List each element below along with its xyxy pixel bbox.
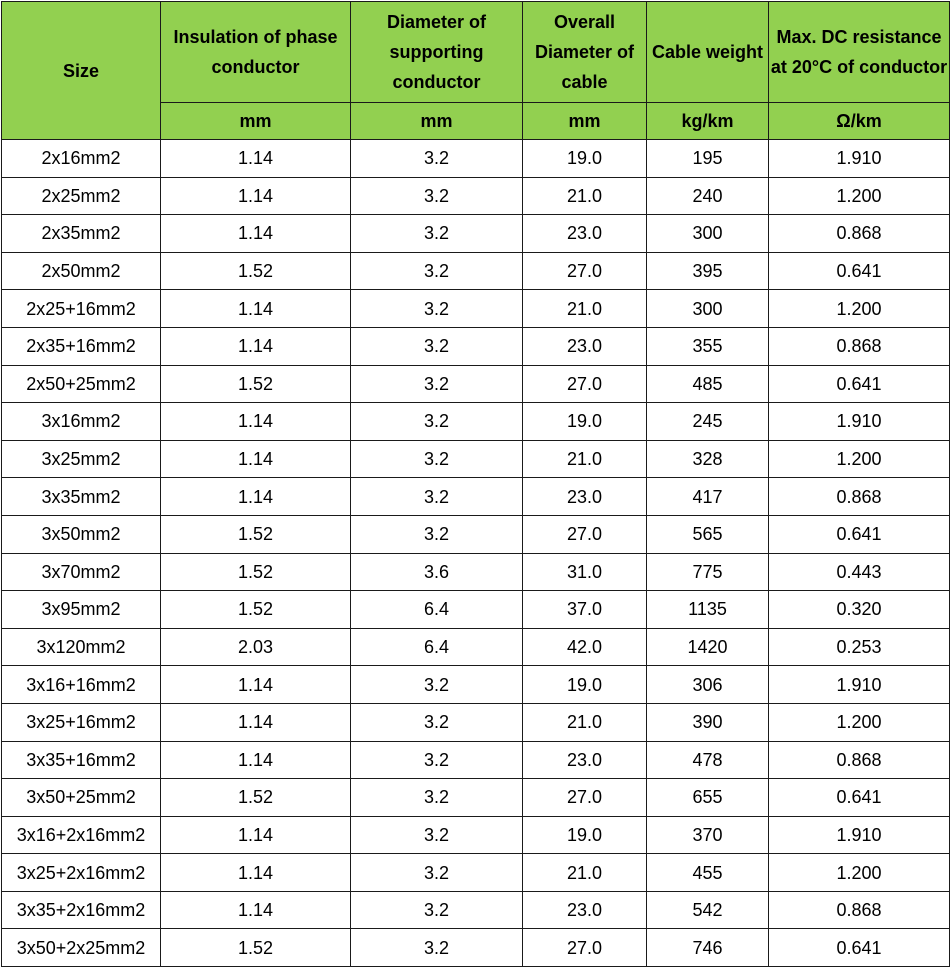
- cell-supporting-diameter: 3.2: [351, 215, 523, 253]
- table-header: [2, 2, 950, 140]
- cell-size: 2x50mm2: [2, 252, 161, 290]
- cell-size: 3x120mm2: [2, 628, 161, 666]
- cell-size: 3x25+2x16mm2: [2, 854, 161, 892]
- cell-size: 3x50+2x25mm2: [2, 929, 161, 967]
- cell-dc-resistance: 0.641: [769, 929, 950, 967]
- table-row: [2, 365, 950, 403]
- cell-cable-weight: 240: [647, 177, 769, 215]
- unit-overall-diameter: mm: [523, 103, 647, 140]
- cell-cable-weight: 300: [647, 215, 769, 253]
- cell-insulation: 1.52: [161, 252, 351, 290]
- cell-supporting-diameter: 3.2: [351, 140, 523, 178]
- cell-size: 3x25mm2: [2, 440, 161, 478]
- cell-supporting-diameter: 3.2: [351, 478, 523, 516]
- cell-overall-diameter: 31.0: [523, 553, 647, 591]
- unit-supporting-diameter: mm: [351, 103, 523, 140]
- cell-dc-resistance: 0.320: [769, 591, 950, 629]
- header-insulation: Insulation of phase conductor: [161, 2, 351, 103]
- cell-supporting-diameter: 3.2: [351, 290, 523, 328]
- cell-dc-resistance: 0.868: [769, 478, 950, 516]
- table-row: [2, 403, 950, 441]
- cell-cable-weight: 1420: [647, 628, 769, 666]
- cell-insulation: 2.03: [161, 628, 351, 666]
- cell-overall-diameter: 27.0: [523, 365, 647, 403]
- header-size: Size: [2, 2, 161, 140]
- cell-supporting-diameter: 3.2: [351, 177, 523, 215]
- cell-insulation: 1.14: [161, 478, 351, 516]
- table-body: [2, 140, 950, 967]
- cell-size: 2x35+16mm2: [2, 327, 161, 365]
- cell-overall-diameter: 23.0: [523, 891, 647, 929]
- cell-cable-weight: 195: [647, 140, 769, 178]
- cell-insulation: 1.52: [161, 779, 351, 817]
- cell-cable-weight: 1135: [647, 591, 769, 629]
- table-row: [2, 140, 950, 178]
- cell-dc-resistance: 1.910: [769, 140, 950, 178]
- cell-cable-weight: 775: [647, 553, 769, 591]
- cell-cable-weight: 746: [647, 929, 769, 967]
- cell-overall-diameter: 19.0: [523, 140, 647, 178]
- cell-size: 3x35+2x16mm2: [2, 891, 161, 929]
- cell-size: 3x35+16mm2: [2, 741, 161, 779]
- table-row: [2, 478, 950, 516]
- cell-insulation: 1.14: [161, 140, 351, 178]
- cell-overall-diameter: 23.0: [523, 327, 647, 365]
- cell-supporting-diameter: 3.2: [351, 403, 523, 441]
- cell-dc-resistance: 0.868: [769, 891, 950, 929]
- cell-insulation: 1.14: [161, 703, 351, 741]
- cell-insulation: 1.14: [161, 666, 351, 704]
- cell-insulation: 1.52: [161, 591, 351, 629]
- header-overall-diameter: Overall Diameter of cable: [523, 2, 647, 103]
- table-row: [2, 666, 950, 704]
- cell-insulation: 1.14: [161, 177, 351, 215]
- cell-cable-weight: 655: [647, 779, 769, 817]
- cell-insulation: 1.14: [161, 816, 351, 854]
- cell-size: 3x95mm2: [2, 591, 161, 629]
- cell-supporting-diameter: 3.2: [351, 666, 523, 704]
- cell-size: 3x16+16mm2: [2, 666, 161, 704]
- unit-insulation: mm: [161, 103, 351, 140]
- cell-overall-diameter: 23.0: [523, 741, 647, 779]
- header-cable-weight: Cable weight: [647, 2, 769, 103]
- cell-dc-resistance: 0.868: [769, 215, 950, 253]
- cell-overall-diameter: 27.0: [523, 515, 647, 553]
- cell-cable-weight: 542: [647, 891, 769, 929]
- cell-size: 2x50+25mm2: [2, 365, 161, 403]
- cell-dc-resistance: 1.200: [769, 177, 950, 215]
- table-row: [2, 290, 950, 328]
- cell-dc-resistance: 1.200: [769, 854, 950, 892]
- table-row: [2, 591, 950, 629]
- header-row: [2, 2, 950, 103]
- cell-insulation: 1.14: [161, 403, 351, 441]
- cell-insulation: 1.14: [161, 290, 351, 328]
- cell-supporting-diameter: 3.2: [351, 327, 523, 365]
- cell-cable-weight: 395: [647, 252, 769, 290]
- cell-overall-diameter: 19.0: [523, 816, 647, 854]
- table-row: [2, 327, 950, 365]
- table-row: [2, 816, 950, 854]
- cell-overall-diameter: 27.0: [523, 252, 647, 290]
- table-row: [2, 252, 950, 290]
- cell-supporting-diameter: 6.4: [351, 628, 523, 666]
- cable-spec-table: [1, 1, 950, 967]
- table-row: [2, 177, 950, 215]
- cell-size: 2x16mm2: [2, 140, 161, 178]
- unit-cable-weight: kg/km: [647, 103, 769, 140]
- table-row: [2, 553, 950, 591]
- cell-cable-weight: 478: [647, 741, 769, 779]
- cell-dc-resistance: 0.641: [769, 779, 950, 817]
- cell-size: 2x25+16mm2: [2, 290, 161, 328]
- cell-size: 2x25mm2: [2, 177, 161, 215]
- cell-supporting-diameter: 3.2: [351, 515, 523, 553]
- cell-overall-diameter: 37.0: [523, 591, 647, 629]
- cell-dc-resistance: 1.910: [769, 403, 950, 441]
- cell-insulation: 1.14: [161, 854, 351, 892]
- cell-supporting-diameter: 3.2: [351, 440, 523, 478]
- cell-supporting-diameter: 3.2: [351, 891, 523, 929]
- cell-supporting-diameter: 3.6: [351, 553, 523, 591]
- table-row: [2, 929, 950, 967]
- table-row: [2, 703, 950, 741]
- cell-cable-weight: 390: [647, 703, 769, 741]
- cell-cable-weight: 245: [647, 403, 769, 441]
- cell-supporting-diameter: 3.2: [351, 816, 523, 854]
- cell-overall-diameter: 21.0: [523, 703, 647, 741]
- cell-size: 3x50+25mm2: [2, 779, 161, 817]
- cell-supporting-diameter: 3.2: [351, 703, 523, 741]
- cell-dc-resistance: 0.868: [769, 741, 950, 779]
- cell-insulation: 1.14: [161, 741, 351, 779]
- table-row: [2, 628, 950, 666]
- cell-insulation: 1.14: [161, 440, 351, 478]
- cell-insulation: 1.14: [161, 215, 351, 253]
- cell-overall-diameter: 27.0: [523, 779, 647, 817]
- cell-cable-weight: 300: [647, 290, 769, 328]
- cell-size: 3x70mm2: [2, 553, 161, 591]
- cell-overall-diameter: 23.0: [523, 215, 647, 253]
- cell-overall-diameter: 21.0: [523, 290, 647, 328]
- cell-insulation: 1.52: [161, 553, 351, 591]
- cell-supporting-diameter: 3.2: [351, 741, 523, 779]
- cell-supporting-diameter: 3.2: [351, 929, 523, 967]
- unit-dc-resistance: Ω/km: [769, 103, 950, 140]
- cell-dc-resistance: 1.200: [769, 440, 950, 478]
- cell-supporting-diameter: 6.4: [351, 591, 523, 629]
- cell-size: 2x35mm2: [2, 215, 161, 253]
- cell-overall-diameter: 19.0: [523, 403, 647, 441]
- cell-insulation: 1.14: [161, 891, 351, 929]
- cell-size: 3x16mm2: [2, 403, 161, 441]
- cell-cable-weight: 328: [647, 440, 769, 478]
- cell-dc-resistance: 0.443: [769, 553, 950, 591]
- table-row: [2, 440, 950, 478]
- table-row: [2, 741, 950, 779]
- cell-overall-diameter: 42.0: [523, 628, 647, 666]
- cell-dc-resistance: 1.910: [769, 666, 950, 704]
- cell-cable-weight: 455: [647, 854, 769, 892]
- cell-supporting-diameter: 3.2: [351, 779, 523, 817]
- cell-supporting-diameter: 3.2: [351, 252, 523, 290]
- cell-insulation: 1.52: [161, 929, 351, 967]
- table-row: [2, 779, 950, 817]
- cell-overall-diameter: 21.0: [523, 177, 647, 215]
- cell-dc-resistance: 0.641: [769, 252, 950, 290]
- cell-cable-weight: 565: [647, 515, 769, 553]
- header-dc-resistance: Max. DC resistance at 20°C of conductor: [769, 2, 950, 103]
- cell-overall-diameter: 23.0: [523, 478, 647, 516]
- cell-cable-weight: 370: [647, 816, 769, 854]
- table-row: [2, 891, 950, 929]
- cell-dc-resistance: 0.641: [769, 365, 950, 403]
- header-supporting-diameter: Diameter of supporting conductor: [351, 2, 523, 103]
- cell-dc-resistance: 0.253: [769, 628, 950, 666]
- cell-size: 3x25+16mm2: [2, 703, 161, 741]
- cell-insulation: 1.52: [161, 365, 351, 403]
- cell-dc-resistance: 1.910: [769, 816, 950, 854]
- cell-cable-weight: 306: [647, 666, 769, 704]
- cell-overall-diameter: 19.0: [523, 666, 647, 704]
- cell-cable-weight: 485: [647, 365, 769, 403]
- cell-dc-resistance: 0.868: [769, 327, 950, 365]
- cell-supporting-diameter: 3.2: [351, 365, 523, 403]
- table-row: [2, 515, 950, 553]
- cell-dc-resistance: 0.641: [769, 515, 950, 553]
- cell-insulation: 1.52: [161, 515, 351, 553]
- cell-overall-diameter: 21.0: [523, 854, 647, 892]
- cell-overall-diameter: 21.0: [523, 440, 647, 478]
- cell-supporting-diameter: 3.2: [351, 854, 523, 892]
- cell-size: 3x50mm2: [2, 515, 161, 553]
- cell-dc-resistance: 1.200: [769, 703, 950, 741]
- cell-overall-diameter: 27.0: [523, 929, 647, 967]
- table-row: [2, 854, 950, 892]
- table-row: [2, 215, 950, 253]
- cell-dc-resistance: 1.200: [769, 290, 950, 328]
- cell-insulation: 1.14: [161, 327, 351, 365]
- cell-size: 3x35mm2: [2, 478, 161, 516]
- cell-cable-weight: 355: [647, 327, 769, 365]
- cell-size: 3x16+2x16mm2: [2, 816, 161, 854]
- cell-cable-weight: 417: [647, 478, 769, 516]
